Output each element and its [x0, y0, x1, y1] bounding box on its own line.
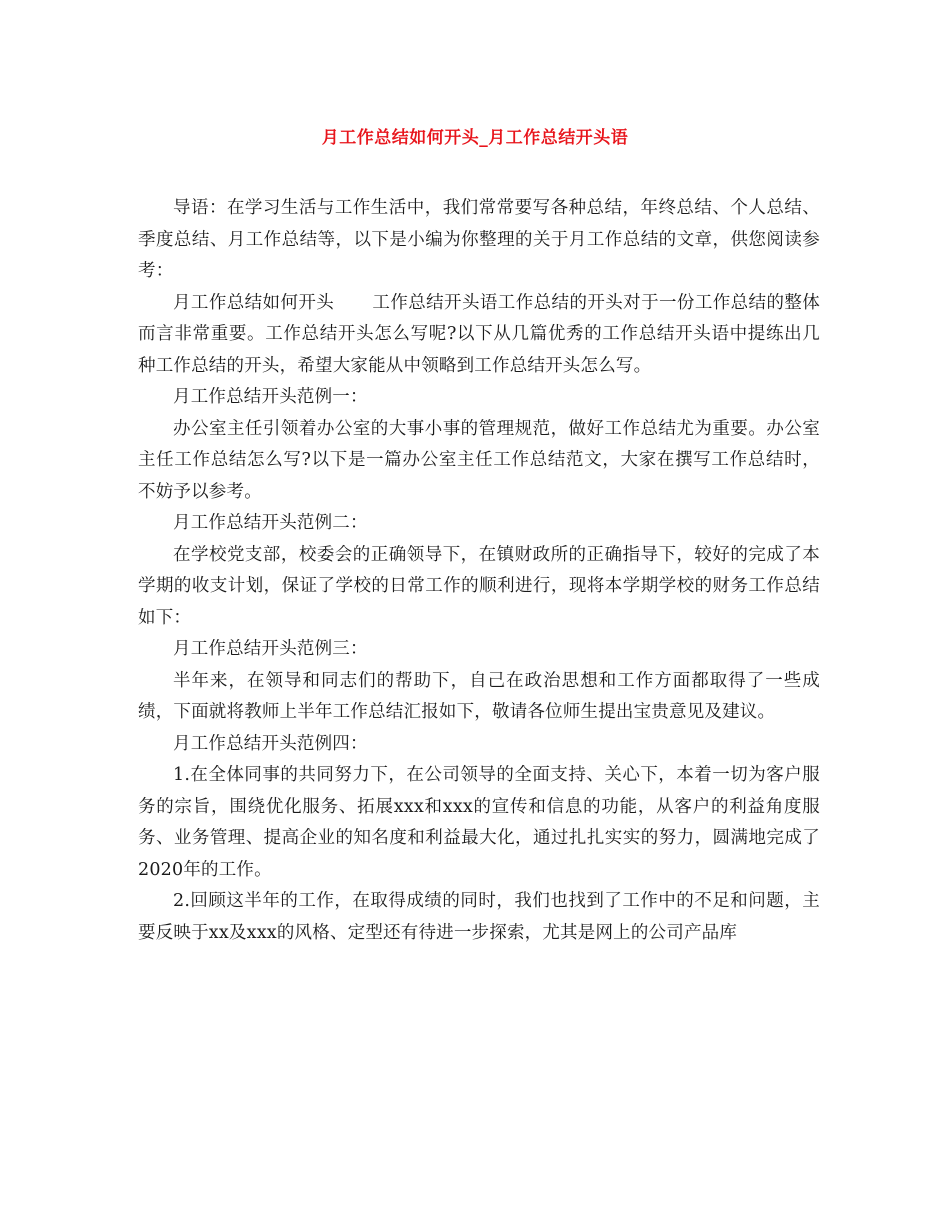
document-title: 月工作总结如何开头_月工作总结开头语 — [321, 128, 629, 148]
how-to-start-lead: 月工作总结如何开头 — [173, 292, 335, 313]
example-two-paragraph: 在学校党支部，校委会的正确领导下，在镇财政所的正确指导下，较好的完成了本学期的收支计划，保证了学校的日常工作的顺利进行，现将本学期学校的财务工作总结如下： — [138, 544, 820, 628]
example-three-heading: 月工作总结开头范例三： — [173, 639, 368, 659]
example-four-item-2: 2.回顾这半年的工作，在取得成绩的同时，我们也找到了工作中的不足和问题，主要反映于xx及xxx的风格、定型还有待进一步探索，尤其是网上的公司产品库 — [138, 891, 820, 943]
example-one-heading: 月工作总结开头范例一： — [173, 387, 368, 407]
document-body — [138, 193, 820, 949]
example-one-paragraph: 办公室主任引领着办公室的大事小事的管理规范，做好工作总结尤为重要。办公室主任工作总结怎么写?以下是一篇办公室主任工作总结范文，大家在撰写工作总结时，不妨予以参考。 — [138, 418, 820, 502]
example-three-paragraph: 半年来，在领导和同志们的帮助下，自己在政治思想和工作方面都取得了一些成绩，下面就将教师上半年工作总结汇报如下，敬请各位师生提出宝贵意见及建议。 — [138, 670, 820, 722]
example-four-heading: 月工作总结开头范例四： — [173, 733, 368, 754]
how-to-start-body: 工作总结开头语工作总结的开头对于一份工作总结的整体而言非常重要。工作总结开头怎么写呢?以下从几篇优秀的工作总结开头语中提练出几种工作总结的开头，希望大家能从中领略到工作总结开头怎么写。 — [138, 292, 820, 376]
example-four-item-1: 1.在全体同事的共同努力下，在公司领导的全面支持、关心下，本着一切为客户服务的宗旨，围绕优化服务、拓展xxx和xxx的宣传和信息的功能，从客户的利益角度服务、业务管理、提高企业的知名度和利益最大化，通过扎扎实实的努力，圆满地完成了2020年的工作。 — [138, 765, 820, 880]
how-to-start-paragraph — [138, 288, 820, 383]
intro-paragraph: 导语：在学习生活与工作生活中，我们常常要写各种总结，年终总结、个人总结、季度总结、月工作总结等，以下是小编为你整理的关于月工作总结的文章，供您阅读参考： — [138, 198, 820, 281]
example-two-heading: 月工作总结开头范例二： — [173, 513, 368, 533]
